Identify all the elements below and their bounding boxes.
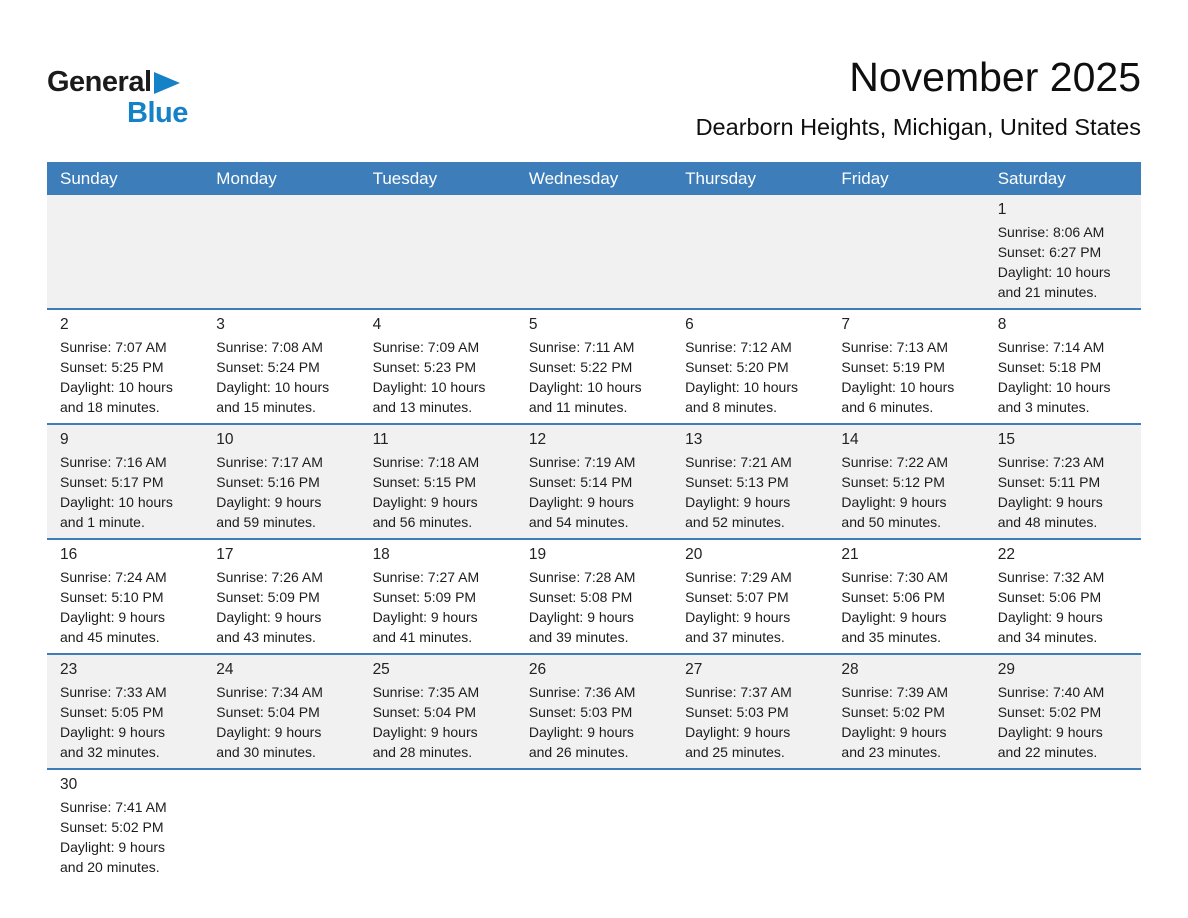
day-cell-26 [516,655,672,768]
day-number: 17 [216,546,234,564]
daylight-minutes-text: and 21 minutes. [997,284,1098,301]
weekday-header-thursday: Thursday [685,168,757,188]
day-number: 6 [685,316,694,334]
day-cell-14 [828,425,984,538]
daylight-minutes-text: and 8 minutes. [685,399,777,416]
daylight-hours-text: Daylight: 9 hours [372,494,478,511]
sunrise-text: Sunrise: 7:08 AM [216,339,323,356]
day-cell-27 [672,655,828,768]
daylight-hours-text: Daylight: 10 hours [685,379,798,396]
empty-day-cell [516,770,672,883]
day-number: 15 [997,431,1015,449]
daylight-hours-text: Daylight: 9 hours [841,494,947,511]
empty-day-cell [828,770,984,883]
sunrise-text: Sunrise: 7:22 AM [841,454,949,471]
sunrise-text: Sunrise: 7:41 AM [60,799,167,816]
sunrise-text: Sunrise: 7:18 AM [372,454,480,471]
daylight-hours-text: Daylight: 9 hours [685,494,791,511]
daylight-hours-text: Daylight: 10 hours [216,379,330,396]
sunrise-text: Sunrise: 7:37 AM [685,684,792,701]
daylight-minutes-text: and 35 minutes. [841,629,942,646]
day-cell-25 [360,655,516,768]
day-number: 24 [216,661,234,679]
day-number: 25 [372,661,390,679]
daylight-hours-text: Daylight: 10 hours [528,379,642,396]
day-cell-7 [828,310,984,423]
daylight-minutes-text: and 3 minutes. [997,399,1090,416]
daylight-hours-text: Daylight: 9 hours [528,494,634,511]
day-cell-29 [985,655,1141,768]
daylight-hours-text: Daylight: 9 hours [841,724,947,741]
daylight-hours-text: Daylight: 9 hours [997,724,1103,741]
daylight-hours-text: Daylight: 10 hours [841,379,955,396]
sunset-text: Sunset: 5:16 PM [216,474,320,491]
daylight-minutes-text: and 13 minutes. [372,399,473,416]
sunset-text: Sunset: 5:02 PM [997,704,1102,721]
page-title: November 2025 [849,54,1141,100]
daylight-minutes-text: and 43 minutes. [216,629,316,646]
day-number: 1 [997,201,1007,218]
day-number: 23 [60,661,78,679]
daylight-hours-text: Daylight: 9 hours [372,609,478,626]
daylight-hours-text: Daylight: 9 hours [216,494,322,511]
week-row-6 [47,768,1141,883]
day-number: 29 [997,661,1015,679]
sunrise-text: Sunrise: 7:40 AM [997,684,1105,701]
daylight-hours-text: Daylight: 9 hours [528,724,634,741]
empty-day-cell [203,770,359,883]
weekday-header-tuesday: Tuesday [372,168,438,188]
sunset-text: Sunset: 5:20 PM [685,359,789,376]
sunset-text: Sunset: 5:06 PM [997,589,1102,606]
daylight-minutes-text: and 59 minutes. [216,514,316,531]
sunrise-text: Sunrise: 7:28 AM [528,569,636,586]
sunset-text: Sunset: 5:11 PM [997,474,1101,491]
sunset-text: Sunset: 5:12 PM [841,474,945,491]
day-cell-12 [516,425,672,538]
daylight-hours-text: Daylight: 9 hours [841,609,947,626]
daylight-minutes-text: and 6 minutes. [841,399,934,416]
weekday-header-saturday: Saturday [997,168,1066,188]
day-number: 28 [841,661,859,679]
sunset-text: Sunset: 5:09 PM [216,589,320,606]
empty-day-cell [516,195,672,308]
day-number: 11 [372,431,389,449]
sunrise-text: Sunrise: 7:21 AM [685,454,792,471]
day-cell-18 [360,540,516,653]
day-number: 5 [528,316,538,334]
calendar-body [47,195,1141,883]
daylight-hours-text: Daylight: 9 hours [60,839,166,856]
weekday-header-row [47,162,1141,195]
sunset-text: Sunset: 5:23 PM [372,359,477,376]
page-header [47,54,1141,141]
day-cell-17 [203,540,359,653]
sunrise-text: Sunrise: 7:07 AM [60,339,167,356]
sunrise-text: Sunrise: 7:35 AM [372,684,480,701]
sunset-text: Sunset: 5:15 PM [372,474,477,491]
sunset-text: Sunset: 5:04 PM [372,704,477,721]
day-cell-8 [985,310,1141,423]
day-number: 13 [685,431,703,449]
day-number: 8 [997,316,1007,334]
sunrise-text: Sunrise: 7:13 AM [841,339,949,356]
general-blue-logo [47,68,188,128]
empty-day-cell [672,770,828,883]
daylight-minutes-text: and 20 minutes. [60,859,160,876]
day-number: 14 [841,431,859,449]
sunset-text: Sunset: 5:25 PM [60,359,164,376]
day-number: 10 [216,431,234,449]
sunrise-text: Sunrise: 7:16 AM [60,454,167,471]
daylight-minutes-text: and 56 minutes. [372,514,473,531]
logo-text-general: General [47,66,152,98]
daylight-hours-text: Daylight: 10 hours [60,494,173,511]
day-cell-6 [672,310,828,423]
daylight-minutes-text: and 1 minute. [60,514,145,531]
daylight-minutes-text: and 15 minutes. [216,399,316,416]
sunrise-text: Sunrise: 7:34 AM [216,684,323,701]
daylight-minutes-text: and 18 minutes. [60,399,160,416]
sunset-text: Sunset: 5:24 PM [216,359,320,376]
daylight-minutes-text: and 28 minutes. [372,744,473,761]
empty-day-cell [672,195,828,308]
daylight-minutes-text: and 22 minutes. [997,744,1098,761]
daylight-hours-text: Daylight: 9 hours [997,609,1103,626]
weekday-header-wednesday: Wednesday [528,168,619,188]
day-cell-28 [828,655,984,768]
daylight-hours-text: Daylight: 9 hours [685,609,791,626]
day-number: 26 [528,661,547,679]
week-row-3 [47,423,1141,538]
sunrise-text: Sunrise: 7:26 AM [216,569,323,586]
daylight-minutes-text: and 23 minutes. [841,744,942,761]
day-number: 27 [685,661,703,679]
weekday-header-friday: Friday [841,168,889,188]
day-cell-10 [203,425,359,538]
sunset-text: Sunset: 5:02 PM [60,819,164,836]
sunrise-text: Sunrise: 7:24 AM [60,569,167,586]
day-cell-9 [47,425,203,538]
weekday-header-sunday: Sunday [60,168,118,188]
sunrise-text: Sunrise: 7:39 AM [841,684,949,701]
day-number: 12 [528,431,547,449]
daylight-hours-text: Daylight: 9 hours [528,609,634,626]
logo-flag-icon [154,72,180,94]
sunrise-text: Sunrise: 7:36 AM [528,684,636,701]
day-cell-2 [47,310,203,423]
sunset-text: Sunset: 5:18 PM [997,359,1102,376]
day-number: 18 [372,546,390,564]
day-number: 21 [841,546,859,564]
day-number: 7 [841,316,851,334]
daylight-hours-text: Daylight: 10 hours [60,379,173,396]
title-block [696,54,1141,141]
day-number: 30 [60,776,78,794]
day-number: 9 [60,431,69,449]
sunrise-text: Sunrise: 7:12 AM [685,339,792,356]
daylight-minutes-text: and 25 minutes. [685,744,785,761]
sunset-text: Sunset: 5:22 PM [528,359,633,376]
sunset-text: Sunset: 5:13 PM [685,474,789,491]
daylight-hours-text: Daylight: 10 hours [997,379,1111,396]
daylight-hours-text: Daylight: 9 hours [60,609,166,626]
daylight-minutes-text: and 26 minutes. [528,744,629,761]
day-cell-4 [360,310,516,423]
daylight-minutes-text: and 34 minutes. [997,629,1098,646]
daylight-hours-text: Daylight: 9 hours [216,609,322,626]
daylight-hours-text: Daylight: 10 hours [997,264,1111,281]
sunrise-text: Sunrise: 8:06 AM [997,224,1105,240]
sunset-text: Sunset: 5:08 PM [528,589,633,606]
daylight-hours-text: Daylight: 10 hours [372,379,486,396]
day-number: 16 [60,546,78,564]
day-number: 19 [528,546,547,564]
day-cell-5 [516,310,672,423]
daylight-minutes-text: and 32 minutes. [60,744,160,761]
daylight-hours-text: Daylight: 9 hours [372,724,478,741]
day-number: 2 [60,316,69,334]
day-cell-13 [672,425,828,538]
daylight-minutes-text: and 39 minutes. [528,629,629,646]
sunrise-text: Sunrise: 7:11 AM [528,339,635,356]
day-number: 22 [997,546,1015,564]
daylight-minutes-text: and 54 minutes. [528,514,629,531]
empty-day-cell [985,770,1141,883]
day-cell-30 [47,770,203,883]
daylight-hours-text: Daylight: 9 hours [997,494,1103,511]
day-cell-19 [516,540,672,653]
sunset-text: Sunset: 5:03 PM [528,704,633,721]
logo-text-blue: Blue [127,97,188,129]
daylight-hours-text: Daylight: 9 hours [685,724,791,741]
day-cell-24 [203,655,359,768]
sunrise-text: Sunrise: 7:14 AM [997,339,1105,356]
sunset-text: Sunset: 5:10 PM [60,589,164,606]
daylight-minutes-text: and 11 minutes. [528,399,628,416]
sunrise-text: Sunrise: 7:29 AM [685,569,792,586]
day-cell-16 [47,540,203,653]
week-row-4 [47,538,1141,653]
sunrise-text: Sunrise: 7:19 AM [528,454,636,471]
calendar-table [47,162,1141,883]
sunrise-text: Sunrise: 7:17 AM [216,454,323,471]
sunset-text: Sunset: 6:27 PM [997,244,1102,261]
sunset-text: Sunset: 5:04 PM [216,704,320,721]
sunset-text: Sunset: 5:09 PM [372,589,477,606]
week-row-1 [47,195,1141,308]
empty-day-cell [47,195,203,308]
day-cell-3 [203,310,359,423]
page-subtitle: Dearborn Heights, Michigan, United States [695,114,1141,140]
week-row-2 [47,308,1141,423]
day-number: 3 [216,316,225,334]
daylight-minutes-text: and 41 minutes. [372,629,473,646]
sunset-text: Sunset: 5:05 PM [60,704,164,721]
empty-day-cell [360,770,516,883]
empty-day-cell [203,195,359,308]
empty-day-cell [828,195,984,308]
day-number: 4 [372,316,382,334]
day-cell-11 [360,425,516,538]
sunrise-text: Sunrise: 7:23 AM [997,454,1105,471]
sunset-text: Sunset: 5:02 PM [841,704,945,721]
sunrise-text: Sunrise: 7:27 AM [372,569,480,586]
day-cell-22 [985,540,1141,653]
daylight-minutes-text: and 30 minutes. [216,744,316,761]
sunset-text: Sunset: 5:06 PM [841,589,945,606]
sunset-text: Sunset: 5:19 PM [841,359,945,376]
sunset-text: Sunset: 5:14 PM [528,474,633,491]
daylight-minutes-text: and 48 minutes. [997,514,1098,531]
sunset-text: Sunset: 5:03 PM [685,704,789,721]
daylight-minutes-text: and 37 minutes. [685,629,785,646]
day-cell-1 [985,195,1141,308]
daylight-minutes-text: and 45 minutes. [60,629,160,646]
day-number: 20 [685,546,703,564]
weekday-header-monday: Monday [216,168,277,188]
sunset-text: Sunset: 5:17 PM [60,474,164,491]
day-cell-15 [985,425,1141,538]
day-cell-21 [828,540,984,653]
daylight-minutes-text: and 52 minutes. [685,514,785,531]
logo-top-line [47,68,188,97]
sunset-text: Sunset: 5:07 PM [685,589,789,606]
daylight-hours-text: Daylight: 9 hours [216,724,322,741]
daylight-minutes-text: and 50 minutes. [841,514,942,531]
sunrise-text: Sunrise: 7:30 AM [841,569,949,586]
sunrise-text: Sunrise: 7:32 AM [997,569,1105,586]
daylight-hours-text: Daylight: 9 hours [60,724,166,741]
day-cell-23 [47,655,203,768]
day-cell-20 [672,540,828,653]
sunrise-text: Sunrise: 7:09 AM [372,339,480,356]
empty-day-cell [360,195,516,308]
sunrise-text: Sunrise: 7:33 AM [60,684,167,701]
week-row-5 [47,653,1141,768]
